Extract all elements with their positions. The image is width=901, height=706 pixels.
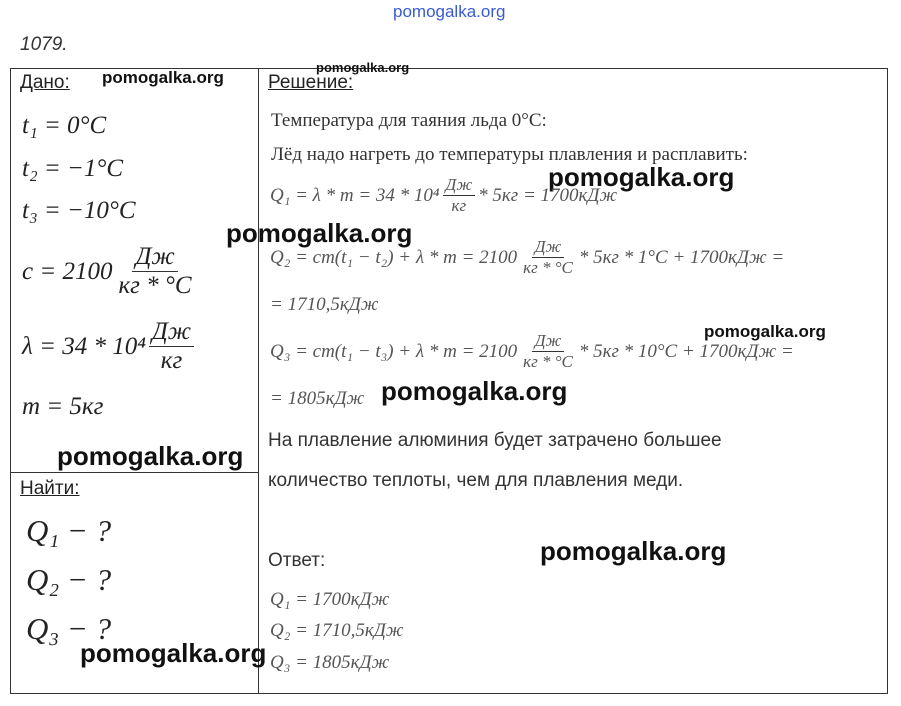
watermark: pomogalka.org — [102, 68, 224, 87]
given-lambda-value: λ = 34 * 10⁴ — [22, 332, 146, 360]
watermark: pomogalka.org — [548, 162, 735, 192]
column-divider — [258, 68, 259, 693]
answer-q2: Q₂ = 1710,5кДж — [270, 620, 404, 641]
given-t2: t₂ = −1°C — [22, 155, 124, 182]
given-lambda-unit — [149, 318, 194, 375]
answer-q3: Q₃ = 1805кДж — [270, 652, 390, 673]
answer-label: Ответ: — [268, 550, 326, 571]
find-q2: Q₂ − ? — [26, 562, 112, 597]
watermark: pomogalka.org — [540, 536, 727, 566]
find-q1: Q₁ − ? — [26, 513, 112, 548]
eq1-left: Q₁ = λ * m = 34 * 10⁴ — [270, 184, 440, 206]
eq2-right: * 5кг * 1°C + 1700кДж = — [578, 246, 785, 268]
given-t3: t₃ = −10°C — [22, 197, 136, 224]
given-lambda-unit-num: Дж — [149, 318, 194, 347]
watermark: pomogalka.org — [57, 441, 244, 471]
eq1-fraction — [443, 176, 476, 215]
given-m: m = 5кг — [22, 393, 104, 420]
conclusion-line2: количество теплоты, чем для плавления меди. — [268, 470, 684, 491]
eq2-frac-den: кг * °C — [523, 257, 573, 277]
given-lambda-unit-den: кг — [160, 346, 183, 374]
equation-q2 — [270, 238, 784, 277]
given-c-value: c = 2100 — [22, 257, 113, 285]
given-c — [22, 243, 198, 300]
given-c-unit-den: кг * °C — [118, 271, 192, 299]
given-c-unit-num: Дж — [132, 243, 177, 272]
eq3-frac-num: Дж — [532, 332, 565, 352]
eq2-result: = 1710,5кДж — [270, 294, 379, 315]
conclusion-line1: На плавление алюминия будет затрачено большее — [268, 430, 722, 451]
solution-line1: Температура для таяния льда 0°C: — [271, 110, 547, 131]
given-find-divider — [10, 472, 259, 473]
eq3-fraction — [520, 332, 576, 371]
eq3-frac-den: кг * °C — [523, 351, 573, 371]
watermark: pomogalka.org — [704, 322, 826, 341]
eq2-frac-num: Дж — [532, 238, 565, 258]
eq2-left: Q₂ = cm(t₁ − t₂) + λ * m = 2100 — [270, 246, 518, 268]
eq3-left: Q₃ = cm(t₁ − t₃) + λ * m = 2100 — [270, 340, 518, 362]
find-label: Найти: — [20, 478, 80, 499]
solution-line2: Лёд надо нагреть до температуры плавления и расплавить: — [271, 144, 748, 165]
problem-number: 1079. — [20, 34, 68, 55]
eq1-frac-den: кг — [451, 195, 467, 215]
given-lambda — [22, 318, 197, 375]
watermark-top: pomogalka.org — [393, 2, 506, 21]
eq3-result: = 1805кДж — [270, 388, 365, 409]
eq1-right: * 5кг = 1700кДж — [478, 184, 618, 206]
equation-q1 — [270, 176, 617, 215]
watermark: pomogalka.org — [381, 376, 568, 406]
equation-q3 — [270, 332, 794, 371]
given-t1: t₁ = 0°C — [22, 112, 107, 139]
solution-label: Решение: — [268, 72, 354, 93]
watermark: pomogalka.org — [80, 638, 267, 668]
eq1-frac-num: Дж — [443, 176, 476, 196]
find-q3: Q₃ − ? — [26, 611, 112, 646]
given-label: Дано: — [20, 72, 70, 93]
eq3-right: * 5кг * 10°C + 1700кДж = — [578, 340, 794, 362]
watermark: pomogalka.org — [316, 60, 410, 75]
answer-q1: Q₁ = 1700кДж — [270, 589, 390, 610]
watermark: pomogalka.org — [226, 218, 413, 248]
eq2-fraction — [520, 238, 576, 277]
given-c-unit — [115, 243, 194, 300]
